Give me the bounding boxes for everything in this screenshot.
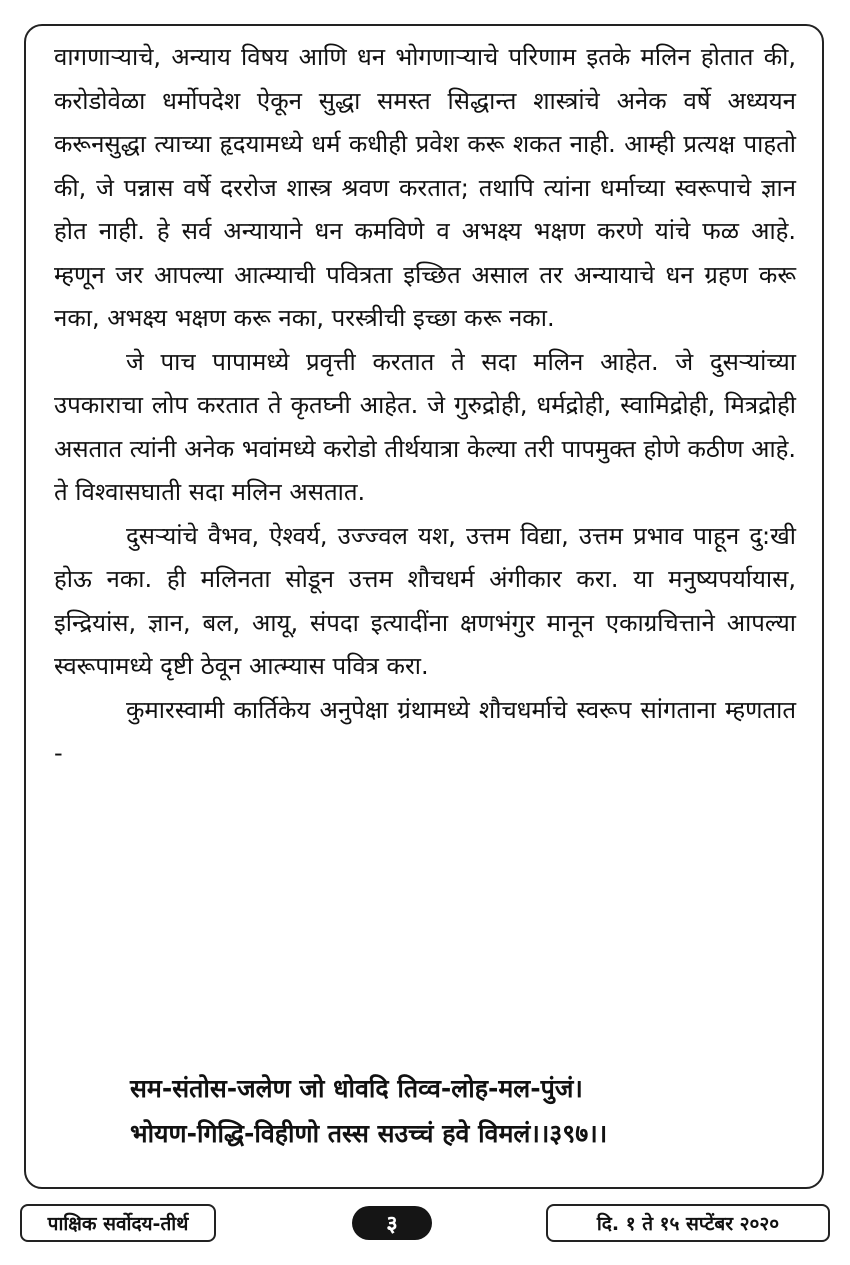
paragraph-4: कुमारस्वामी कार्तिकेय अनुपेक्षा ग्रंथामध्ये शौचधर्माचे स्वरूप सांगताना म्हणतात - bbox=[54, 695, 796, 767]
paragraph-2: जे पाच पापामध्ये प्रवृत्ती करतात ते सदा मलिन आहेत. जे दुसऱ्यांच्या उपकाराचा लोप करतात ते कृतघ्नी आहेत. जे गुरुद्रोही, धर्मद्रोही, स्वामिद्रोही, मित्रद्रोही असतात त्यांनी अनेक भवांमध्ये करोडो तीर्थयात्रा केल्या तरी पापमुक्त होणे कठीण आहे. ते विश्वासघाती सदा मलिन असतात. bbox=[54, 347, 796, 506]
issue-date: दि. १ ते १५ सप्टेंबर २०२० bbox=[546, 1204, 830, 1242]
paragraph-3: दुसऱ्यांचे वैभव, ऐश्वर्य, उज्ज्वल यश, उत्तम विद्या, उत्तम प्रभाव पाहून दु:खी होऊ नका. ही मलिनता सोडून उत्तम शौचधर्म अंगीकार करा. या मनुष्यपर्यायास, इन्द्रियांस, ज्ञान, बल, आयू, संपदा इत्यादींना क्षणभंगुर मानून एकाग्रचित्ताने आपल्या स्वरूपामध्ये दृष्टी ठेवून आत्म्यास पवित्र करा. bbox=[54, 521, 796, 680]
verse-block bbox=[130, 1066, 810, 1156]
verse-line-2: भोयण-गिद्धि-विहीणो तस्स सउच्चं हवे विमलं।।३९७।। bbox=[130, 1119, 608, 1148]
page-number: ३ bbox=[352, 1206, 432, 1240]
paragraph-1: वागणाऱ्याचे, अन्याय विषय आणि धन भोगणाऱ्याचे परिणाम इतके मलिन होतात की, करोडोवेळा धर्मोपदेश ऐकून सुद्धा समस्त सिद्धान्त शास्त्रांचे अनेक वर्षे अध्ययन करूनसुद्धा त्याच्या हृदयामध्ये धर्म कधीही प्रवेश करू शकत नाही. आम्ही प्रत्यक्ष पाहतो की, जे पन्नास वर्षे दररोज शास्त्र श्रवण करतात; तथापि त्यांना धर्माच्या स्वरूपाचे ज्ञान होत नाही. हे सर्व अन्यायाने धन कमविणे व अभक्ष्य भक्षण करणे यांचे फळ आहे. म्हणून जर आपल्या आत्म्याची पवित्रता इच्छित असाल तर अन्यायाचे धन ग्रहण करू नका, अभक्ष्य भक्षण करू नका, परस्त्रीची इच्छा करू नका. bbox=[54, 43, 796, 332]
verse-line-1: सम-संतोस-जलेण जो धोवदि तिव्व-लोह-मल-पुंजं। bbox=[130, 1074, 583, 1103]
article-body bbox=[54, 36, 796, 776]
publication-name: पाक्षिक सर्वोदय-तीर्थ bbox=[20, 1204, 216, 1242]
